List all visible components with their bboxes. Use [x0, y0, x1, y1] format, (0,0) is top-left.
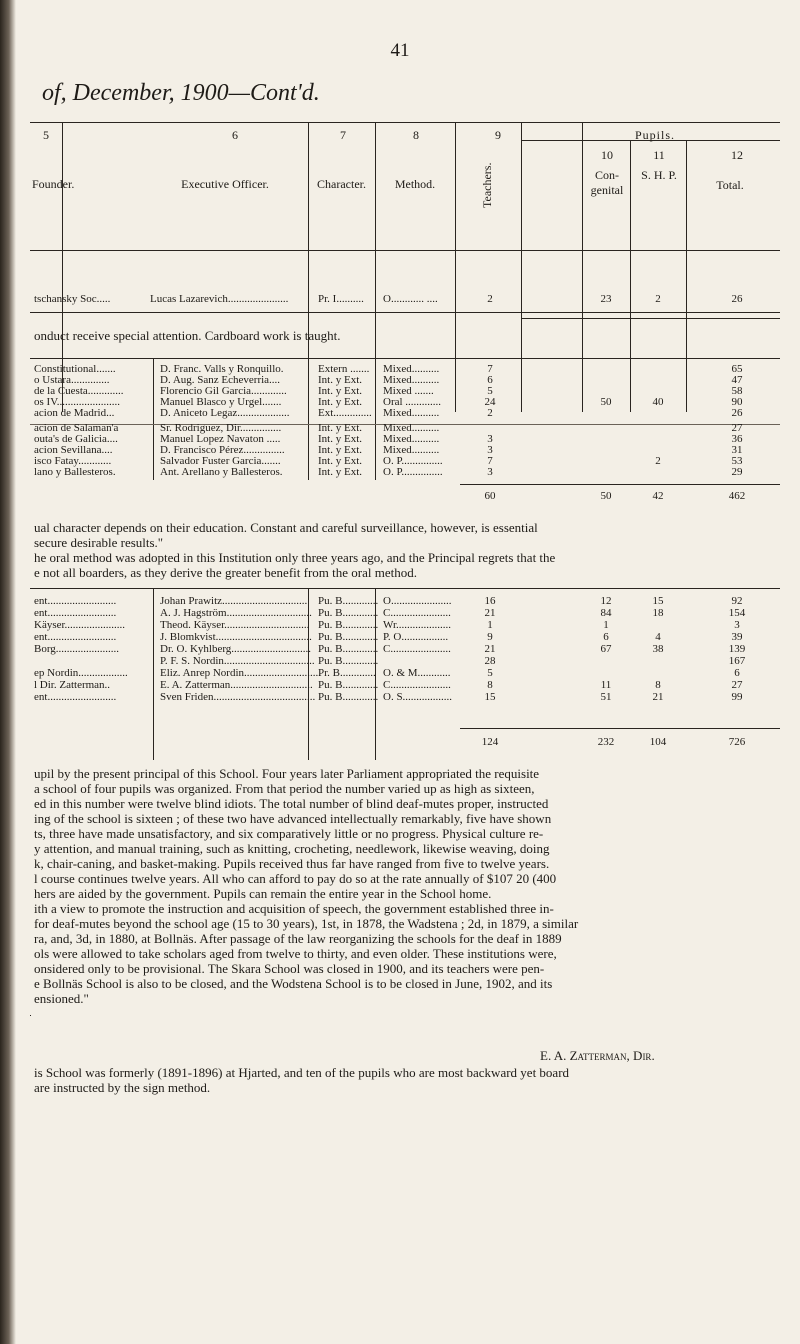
col-number-6: 6: [232, 128, 238, 142]
table-cell: Pu. B.............: [318, 655, 379, 667]
body-line: ith a view to promote the instruction and acquisition of speech, the government established three in-: [34, 901, 554, 916]
table-cell: acion Sevillana....: [34, 444, 113, 456]
table-cell: lano y Ballesteros.: [34, 466, 116, 478]
table-cell: 39: [731, 631, 743, 643]
table-cell: Mixed..........: [383, 363, 440, 375]
table-cell: Int. y Ext.: [318, 455, 362, 467]
table-cell: 4: [655, 631, 661, 643]
table-cell: Pr. B.............: [318, 667, 376, 679]
body-line: hers are aided by the government. Pupils can remain the entire year in the School home.: [34, 886, 492, 901]
table-cell: 12: [600, 595, 612, 607]
table-cell: D. Francisco Pérez...............: [160, 444, 285, 456]
col-number-12: 12: [731, 148, 743, 162]
table-cell: Int. y Ext.: [318, 444, 362, 456]
body-line: k, chair-caning, and basket-making. Pupils received thus far have ranged from five to twelve years.: [34, 856, 550, 871]
table-2-top-rule: [30, 358, 780, 359]
table-cell: A. J. Hagström...............................: [160, 607, 312, 619]
table-cell: 167: [728, 655, 746, 667]
note-2: ual character depends on their education. Constant and careful surveillance, however, is essential secure desirable results." he oral method was adopted in this Institution only three years ago, and the Principal regrets that the e not all boarders, as they derive the greater benefit from the oral method.: [34, 520, 556, 580]
table-cell: 18: [652, 607, 664, 619]
table-cell: 58: [731, 385, 743, 397]
table-cell: Int. y Ext.: [318, 385, 362, 397]
table-cell: 21: [652, 691, 664, 703]
table-cell: 7: [487, 363, 493, 375]
body-line: a school of four pupils was organized. From that period the number varied up as high as sixteen,: [34, 781, 535, 796]
table-cell: 1: [603, 619, 609, 631]
table-cell: 27: [731, 679, 743, 691]
col-divider: [375, 358, 376, 480]
table-cell: acion de Madrid...: [34, 407, 115, 419]
table-cell: 29: [731, 466, 743, 478]
table-cell: 15: [652, 595, 664, 607]
table-cell: 139: [728, 643, 746, 655]
table-cell: 9: [487, 631, 493, 643]
table-cell: 40: [652, 396, 664, 408]
table-cell: 154: [728, 607, 746, 619]
table-cell: Florencio Gil Garcia.............: [160, 385, 287, 397]
table-cell: C......................: [383, 679, 451, 691]
body-line: ols were allowed to take scholars aged from twelve to thirty, and even older. These institutions were,: [34, 946, 557, 961]
table-cell: 92: [731, 595, 743, 607]
col-number-10: 10: [601, 148, 613, 162]
table-cell: 16: [484, 595, 496, 607]
header-teachers: Teachers.: [480, 162, 494, 208]
body-line: ra, and, 3d, in 1880, at Bollnäs. After passage of the law reorganizing the schools for the deaf in 1889: [34, 931, 562, 946]
table-cell: 47: [731, 374, 743, 386]
table-2-total: 462: [728, 490, 746, 502]
table-cell: l Dir. Zatterman..: [34, 679, 111, 691]
table-cell: 3: [487, 433, 493, 445]
table-cell: Ext..............: [318, 407, 372, 419]
col-number-5: 5: [43, 128, 49, 142]
table-cell: O. P...............: [383, 466, 443, 478]
table-cell: acion de Salaman'a: [34, 422, 119, 434]
table-cell: D. Aug. Sanz Echeverria....: [160, 374, 281, 386]
table-cell: Mixed..........: [383, 433, 440, 445]
table-cell: Sr. Rodriguez, Dir...............: [160, 422, 282, 434]
pupils-rule: [521, 140, 780, 141]
page-binding-edge: [0, 0, 16, 1344]
table-cell: P. O.................: [383, 631, 449, 643]
body-line: e Bollnäs School is also to be closed, and the Wodstena School is to be closed in June, 1902, and its: [34, 976, 553, 991]
table-cell: D. Aniceto Legaz...................: [160, 407, 290, 419]
table-cell: Extern .......: [318, 363, 370, 375]
table-cell: 5: [487, 667, 493, 679]
table-cell: Pu. B.............: [318, 607, 379, 619]
table-cell: Int. y Ext.: [318, 433, 362, 445]
table-cell: Wr....................: [383, 619, 451, 631]
table-cell: Eliz. Anrep Nordin............................: [160, 667, 322, 679]
table-cell: Manuel Lopez Navaton .....: [160, 433, 281, 445]
header-shp: S. H. P.: [641, 168, 677, 182]
body-line: l course continues twelve years. All who can afford to pay do so at the rate annually of $107 20 (400: [34, 871, 557, 886]
table-cell: 8: [487, 679, 493, 691]
table-cell: Int. y Ext.: [318, 374, 362, 386]
table-cell: 28: [484, 655, 496, 667]
table-cell: 50: [600, 396, 612, 408]
col-number-9: 9: [495, 128, 501, 142]
col-divider: [582, 122, 583, 412]
table-cell: 65: [731, 363, 743, 375]
table-cell: 27: [731, 422, 743, 434]
table-cell: 6: [734, 667, 740, 679]
table-cell: Int. y Ext.: [318, 466, 362, 478]
table-cell: O. P...............: [383, 455, 443, 467]
header-congenital: Con-genital: [590, 168, 624, 197]
table-cell: 7: [487, 455, 493, 467]
table-cell: 6: [603, 631, 609, 643]
col-number-7: 7: [340, 128, 346, 142]
table-3-total: 726: [728, 736, 746, 748]
table-cell: Pu. B.............: [318, 619, 379, 631]
table-cell: Salvador Fuster Garcia.......: [160, 455, 281, 467]
body-line: y attention, and manual training, such as knitting, crocheting, needlework, likewise weaving, doing: [34, 841, 550, 856]
table-cell: 11: [600, 679, 612, 691]
header-character: Character.: [317, 177, 366, 191]
header-method: Method.: [394, 177, 436, 191]
col-divider: [153, 358, 154, 480]
table-cell: Mixed..........: [383, 374, 440, 386]
table-cell: Theod. Käyser...............................: [160, 619, 310, 631]
table-cell: Dr. O. Kyhlberg.............................: [160, 643, 312, 655]
table-cell: 8: [655, 679, 661, 691]
table-1-top-rule: [30, 122, 780, 123]
table-cell: Mixed..........: [383, 444, 440, 456]
table-3-total-congenital: 232: [597, 736, 615, 748]
table-cell: 21: [484, 607, 496, 619]
table-1-bottom-rule: [30, 312, 780, 313]
table-cell: 15: [484, 691, 496, 703]
table-3-sum-rule: [460, 728, 780, 729]
col-number-11: 11: [653, 148, 665, 162]
header-founder: Founder.: [32, 177, 75, 191]
table-cell: ent.........................: [34, 595, 117, 607]
table-cell: ep Nordin..................: [34, 667, 128, 679]
table-cell: 99: [731, 691, 743, 703]
table-cell: 5: [487, 385, 493, 397]
table-cell: E. A. Zatterman..............................: [160, 679, 313, 691]
table-cell: 2: [655, 455, 661, 467]
table-cell: Int. y Ext.: [318, 422, 362, 434]
body-line: ing of the school is sixteen ; of these two have advanced intellectually remarkably, five have shown: [34, 811, 552, 826]
table-3-total-shp: 104: [649, 736, 667, 748]
page-number: 41: [390, 40, 410, 61]
spacer: [30, 1015, 31, 1016]
table-cell: Pu. B.............: [318, 595, 379, 607]
col-divider: [308, 358, 309, 480]
table-cell: de la Cuesta.............: [34, 385, 124, 397]
col-divider: [153, 588, 154, 760]
table-cell: J. Blomkvist...................................: [160, 631, 312, 643]
table-cell: O. & M............: [383, 667, 451, 679]
table-cell: O. S..................: [383, 691, 453, 703]
table-cell: 1: [487, 619, 493, 631]
table-1-sum-rule: [521, 318, 780, 319]
table-cell: 26: [731, 407, 743, 419]
table-cell: ent.........................: [34, 607, 117, 619]
table-3-total-teachers: 124: [481, 736, 499, 748]
body-line: ed in this number were twelve blind idiots. The total number of blind deaf-mutes proper, instructed: [34, 796, 549, 811]
table-cell: 3: [487, 466, 493, 478]
table-cell: 84: [600, 607, 612, 619]
table-cell: o Ustara..............: [34, 374, 110, 386]
table-cell: C......................: [383, 643, 451, 655]
footer-note: is School was formerly (1891-1896) at Hjarted, and ten of the pupils who are most backward yet board are instructed by the sign method.: [34, 1065, 570, 1095]
table-cell: Mixed..........: [383, 422, 440, 434]
table-2-total-teachers: 60: [484, 490, 496, 502]
header-executive-officer: Executive Officer.: [181, 177, 269, 191]
signature: E. A. Zatterman, Dir.: [540, 1048, 655, 1063]
table-cell: 3: [487, 444, 493, 456]
table-cell: 36: [731, 433, 743, 445]
table-cell: 3: [734, 619, 740, 631]
table-3-top-rule: [30, 588, 780, 589]
table-cell: outa's de Galicia....: [34, 433, 118, 445]
col-divider: [686, 140, 687, 412]
table-cell: os IV.......................: [34, 396, 120, 408]
col-number-8: 8: [413, 128, 419, 142]
table-cell: 67: [600, 643, 612, 655]
table-cell: Borg.......................: [34, 643, 120, 655]
table-cell: Oral .............: [383, 396, 442, 408]
table-cell: 90: [731, 396, 743, 408]
table-cell: 53: [731, 455, 743, 467]
table-cell: 31: [731, 444, 743, 456]
header-total: Total.: [716, 178, 744, 192]
table-2-sum-rule: [460, 484, 780, 485]
table-cell: Mixed..........: [383, 407, 440, 419]
col-divider: [521, 122, 522, 412]
table-cell: D. Franc. Valls y Ronquillo.: [160, 363, 284, 375]
table-cell: Pu. B.............: [318, 691, 379, 703]
body-line: upil by the present principal of this School. Four years later Parliament appropriated the requisite: [34, 766, 540, 781]
table-cell: Int. y Ext.: [318, 396, 362, 408]
table-cell: Constitutional.......: [34, 363, 116, 375]
table-cell: ent.........................: [34, 691, 117, 703]
body-line: ensioned.": [34, 991, 89, 1006]
table-cell: ent.........................: [34, 631, 117, 643]
table-cell: 6: [487, 374, 493, 386]
table-cell: 24: [484, 396, 496, 408]
table-cell: Pu. B.............: [318, 679, 379, 691]
table-cell: Ant. Arellano y Ballesteros.: [160, 466, 283, 478]
table-cell: P. F. S. Nordin.................................: [160, 655, 315, 667]
table-2-total-congenital: 50: [600, 490, 612, 502]
table-cell: Mixed .......: [383, 385, 434, 397]
table-cell: Pu. B.............: [318, 643, 379, 655]
body-text: [34, 766, 784, 1006]
table-cell: Johan Prawitz...............................: [160, 595, 308, 607]
table-cell: 51: [600, 691, 612, 703]
col-divider: [630, 140, 631, 412]
page-title: of, December, 1900—Cont'd.: [42, 80, 320, 106]
note-1: onduct receive special attention. Cardboard work is taught.: [34, 328, 341, 343]
table-cell: O......................: [383, 595, 452, 607]
body-line: ts, three have made unsatisfactory, and six comparatively little or no progress. Physical culture re-: [34, 826, 544, 841]
table-cell: isco Fatay............: [34, 455, 112, 467]
pupils-header: Pupils.: [634, 128, 675, 142]
table-cell: Pu. B.............: [318, 631, 379, 643]
table-1-header-rule: [30, 250, 780, 251]
table-2-total-shp: 42: [652, 490, 664, 502]
body-line: onsidered only to be provisional. The Skara School was closed in 1900, and its teachers were pen-: [34, 961, 545, 976]
table-cell: 38: [652, 643, 664, 655]
table-cell: 21: [484, 643, 496, 655]
body-line: for deaf-mutes beyond the school age (15 to 30 years), 1st, in 1878, the Wadstena ; 2d, in 1879, a similar: [34, 916, 579, 931]
table-cell: C......................: [383, 607, 451, 619]
col-divider: [455, 122, 456, 412]
table-cell: Sven Friden.....................................: [160, 691, 316, 703]
table-cell: 2: [487, 407, 493, 419]
table-cell: Manuel Blasco y Urgel.......: [160, 396, 282, 408]
table-cell: Käyser......................: [34, 619, 126, 631]
